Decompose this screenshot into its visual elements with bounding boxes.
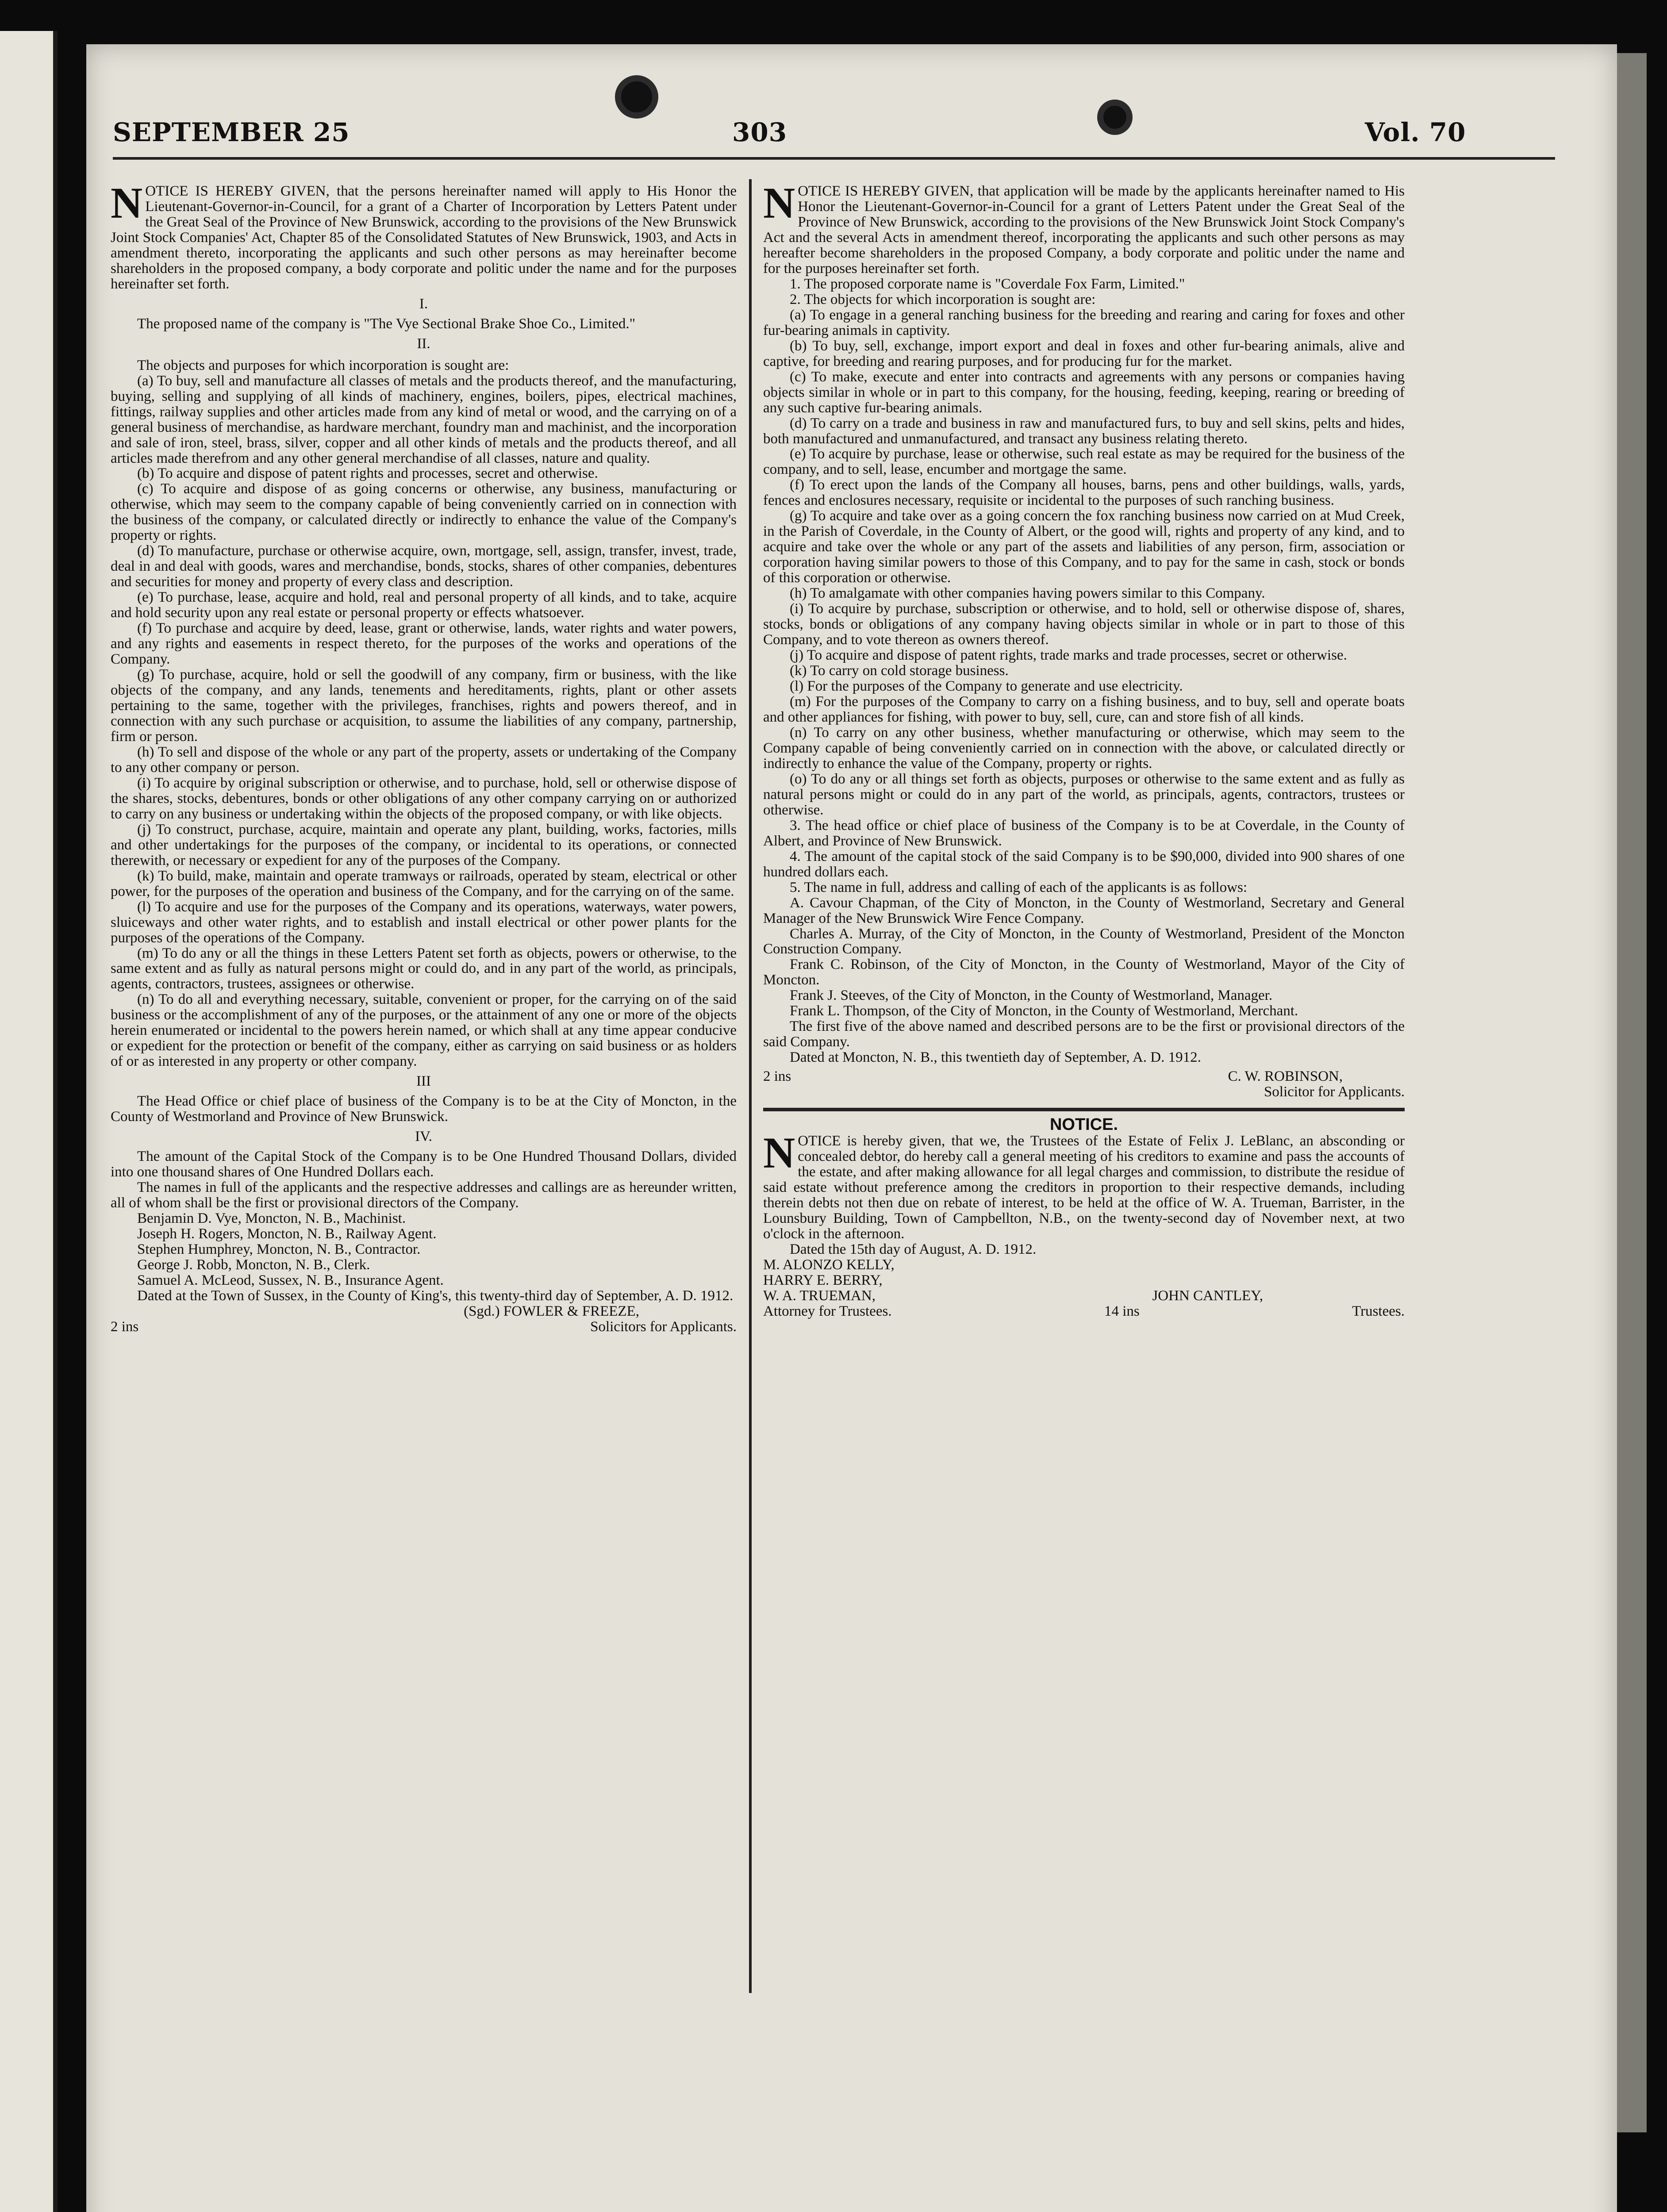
insertion-count: 14 ins bbox=[1104, 1303, 1140, 1320]
section-heading: II. bbox=[417, 335, 430, 352]
applicants-intro: The names in full of the applicants and the respective addresses and callings are as hereunder written, all of whom shall be the first or provisional directors of the Company. bbox=[111, 1179, 737, 1211]
applicant-entry: Frank J. Steeves, of the City of Moncton, in the County of Westmorland, Manager. bbox=[790, 987, 1273, 1004]
notice-heading: NOTICE. bbox=[1049, 1115, 1118, 1134]
header-rule bbox=[113, 157, 1555, 160]
applicant-entry: Benjamin D. Vye, Moncton, N. B., Machinist. bbox=[137, 1210, 406, 1226]
trustee-name: HARRY E. BERRY, bbox=[763, 1272, 883, 1289]
applicant-entry: Stephen Humphrey, Moncton, N. B., Contractor. bbox=[137, 1241, 421, 1257]
object-item: (h) To amalgamate with other companies having powers similar to this Company. bbox=[790, 585, 1265, 602]
object-item: (i) To acquire by original subscription or otherwise, and to purchase, hold, sell or otherwise dispose of the shares, stocks, debentures, bonds or other obligations of any other company carrying on or authorized to carry on any business or undertaking within the objects of the proposed company, or with like objects. bbox=[111, 775, 737, 822]
object-item: (n) To do all and everything necessary, suitable, convenient or proper, for the carrying on of the said business or the accomplishment of any of the purposes, or the attainment of any one or more of the objects herein enumerated or incidental to the powers herein named, or which shall at any time appear conducive or expedient for the protection or benefit of the company, either as carrying on said business or as holders of or as interested in any property or other company. bbox=[111, 991, 737, 1070]
binding-hole bbox=[615, 75, 658, 119]
signature-footer bbox=[111, 1319, 737, 1335]
object-item: (j) To acquire and dispose of patent rights, trade marks and trade processes, secret or otherwise. bbox=[790, 647, 1347, 664]
section-heading: IV. bbox=[415, 1129, 432, 1145]
object-item: (k) To build, make, maintain and operate tramways or railroads, operated by steam, electrical or other power, for the purposes of the operation and business of the Company, and for the carrying on of the same. bbox=[111, 868, 737, 899]
numbered-paragraph: 2. The objects for which incorporation is sought are: bbox=[790, 291, 1096, 307]
binding-hole bbox=[1097, 100, 1133, 135]
trustee-name: M. ALONZO KELLY, bbox=[763, 1257, 895, 1273]
dated-line: Dated at Moncton, N. B., this twentieth day of September, A. D. 1912. bbox=[790, 1049, 1201, 1066]
page-stack-edge bbox=[1616, 53, 1647, 2132]
applicant-entry: Samuel A. McLeod, Sussex, N. B., Insurance Agent. bbox=[137, 1272, 444, 1288]
numbered-paragraph: 3. The head office or chief place of business of the Company is to be at Coverdale, in the County of Albert, and Province of New Brunswick. bbox=[763, 817, 1405, 849]
object-item: (g) To purchase, acquire, hold or sell the goodwill of any company, firm or business, with the like objects of the company, and any lands, tenements and hereditaments, rights, plant or other assets pertaining to the same, together with the privileges, franchises, rights and powers thereof, and in connection with any such purchase or acquisition, to assume the liabilities of any company, partnership, firm or person. bbox=[111, 667, 737, 745]
object-item: (h) To sell and dispose of the whole or any part of the property, assets or undertaking of the Company to any other company or person. bbox=[111, 744, 737, 776]
signature-block bbox=[763, 1069, 1405, 1100]
numbered-paragraph: 4. The amount of the capital stock of the said Company is to be $90,000, divided into 900 shares of one hundred dollars each. bbox=[763, 848, 1405, 880]
trustee-name: JOHN CANTLEY, bbox=[1152, 1288, 1263, 1304]
section-heading: III bbox=[416, 1073, 431, 1090]
object-item: (l) For the purposes of the Company to generate and use electricity. bbox=[790, 678, 1183, 694]
signature-line: (Sgd.) FOWLER & FREEZE, bbox=[464, 1303, 639, 1319]
signature-title: Solicitor for Applicants. bbox=[1264, 1084, 1405, 1100]
attorney-title: Attorney for Trustees. bbox=[763, 1303, 892, 1320]
notice-intro bbox=[763, 178, 1405, 276]
signature-group bbox=[1228, 1069, 1405, 1100]
object-item: (e) To acquire by purchase, lease or otherwise, such real estate as may be required for the business of the company, and to sell, lease, encumber and mortgage the same. bbox=[763, 446, 1405, 478]
trustee-final-line bbox=[763, 1288, 1405, 1304]
object-item: (d) To carry on a trade and business in raw and manufactured furs, to buy and sell skins, pelts and hides, both manufactured and unmanufactured, and transact any business relating thereto. bbox=[763, 415, 1405, 447]
object-item: (k) To carry on cold storage business. bbox=[790, 663, 1009, 679]
notice-intro bbox=[111, 178, 737, 292]
object-item: (g) To acquire and take over as a going concern the fox ranching business now carried on at Mud Creek, in the Parish of Coverdale, in the County of Albert, or the good will, rights and property of any kind, and to acquire and take over the whole or any part of the assets and liabilities of any person, firm, association or corporation having similar powers to those of this Company, and to pay for the same in cash, stock or bonds of this corporation or otherwise. bbox=[763, 508, 1405, 586]
object-item: (b) To acquire and dispose of patent rights and processes, secret and otherwise. bbox=[137, 465, 598, 482]
object-item: (d) To manufacture, purchase or otherwise acquire, own, mortgage, sell, assign, transfer, invest, trade, deal in and deal with goods, wares and merchandise, bonds, stocks, shares of other companies, debentures and securities for money and property of every class and description. bbox=[111, 543, 737, 590]
dated-line: Dated at the Town of Sussex, in the County of King's, this twenty-third day of September, A. D. 1912. bbox=[137, 1287, 734, 1304]
insertion-count: 2 ins bbox=[763, 1068, 791, 1085]
right-column-notice bbox=[763, 178, 1405, 1320]
applicant-entry: Frank C. Robinson, of the City of Moncton, in the County of Westmorland, Mayor of the City of Moncton. bbox=[763, 956, 1405, 988]
applicant-entry: A. Cavour Chapman, of the City of Moncton, in the County of Westmorland, Secretary and General Manager of the New Brunswick Wire Fence Company. bbox=[763, 895, 1405, 926]
object-item: (n) To carry on any other business, whether manufacturing or otherwise, which may seem to the Company capable of being conveniently carried on in connection with the above, or calculated directly or indirectly to enhance the value of the Company, property or rights. bbox=[763, 724, 1405, 772]
object-item: (a) To buy, sell and manufacture all classes of metals and the products thereof, and the manufacturing, buying, selling and supplying of all kinds of machinery, engines, boilers, pipes, electrical machines, fittings, railway supplies and other articles made from any kind of metal or wood, and the carrying on of a general business of merchandise, as hardware merchant, foundry man and machinist, and the incorporation and sale of iron, steel, brass, silver, copper and all other kinds of metals and the products thereof, and all articles made therefrom and any other general merchandise of all classes, nature and quality. bbox=[111, 373, 737, 466]
object-item: (c) To make, execute and enter into contracts and agreements with any persons or companies having objects similar in whole or in part to this company, for the housing, feeding, keeping, rearing or breeding of any such captive fur-bearing animals. bbox=[763, 369, 1405, 416]
object-item: (o) To do any or all things set forth as objects, purposes or otherwise to the same extent and as fully as natural persons might or could do in any part of the world, as principals, agents, contractors, trustees or otherwise. bbox=[763, 771, 1405, 818]
drop-cap: N bbox=[763, 1128, 795, 1178]
trustee-notice-body bbox=[763, 1128, 1405, 1242]
trustee-notice-text: OTICE is hereby given, that we, the Trustees of the Estate of Felix J. LeBlanc, an absconding or concealed debtor, do hereby call a general meeting of his creditors to examine and pass the accounts of the estate, and after making allowance for all legal charges and commission, to distribute the residue of said estate without preference among the creditors in proportion to their respective demands, including therein debts not then due on rebate of interest, to be held at the office of W. A. Trueman, Barrister, in the Lounsbury Building, Town of Campbellton, N.B., on the twenty-second day of November next, at two o'clock in the afternoon. bbox=[763, 1133, 1405, 1242]
left-column-notice bbox=[111, 178, 737, 1335]
trustees-title: Trustees. bbox=[1352, 1303, 1405, 1320]
object-item: (m) To do any or all the things in these Letters Patent set forth as objects, powers or otherwise, to the same extent and as fully as natural persons might or could do, and in any part of the world, as principals, agents, contractors, trustees, assignees or otherwise. bbox=[111, 945, 737, 992]
applicant-entry: Joseph H. Rogers, Moncton, N. B., Railway Agent. bbox=[137, 1225, 437, 1242]
drop-cap: N bbox=[763, 178, 795, 227]
column-rule bbox=[749, 179, 752, 1993]
object-item: (m) For the purposes of the Company to carry on a fishing business, and to buy, sell and operate boats and other appliances for fishing, with power to buy, sell, cure, can and store fish of all kinds. bbox=[763, 693, 1405, 725]
signature-line: C. W. ROBINSON, bbox=[1228, 1068, 1343, 1085]
insertion-count: 2 ins bbox=[111, 1318, 139, 1335]
drop-cap: N bbox=[111, 178, 143, 227]
object-item: (b) To buy, sell, exchange, import export and deal in foxes and other fur-bearing animals, alive and captive, for breeding and rearing purposes, and for producing fur for the market. bbox=[763, 338, 1405, 369]
notice-separator bbox=[763, 1108, 1405, 1111]
numbered-paragraph: 5. The name in full, address and calling of each of the applicants is as follows: bbox=[790, 879, 1248, 895]
object-item: (e) To purchase, lease, acquire and hold, real and personal property of all kinds, and to take, acquire and hold security upon any real estate or personal property or effects whatsoever. bbox=[111, 589, 737, 621]
numbered-paragraph: 1. The proposed corporate name is "Coverdale Fox Farm, Limited." bbox=[790, 276, 1185, 292]
header-volume: Vol. 70 bbox=[1365, 117, 1466, 147]
attorney-name: W. A. TRUEMAN, bbox=[763, 1288, 876, 1304]
adjacent-page-edge bbox=[0, 31, 58, 2212]
directors-paragraph: The first five of the above named and described persons are to be the first or provisional directors of the said Company. bbox=[763, 1018, 1405, 1050]
header-date: SEPTEMBER 25 bbox=[113, 117, 350, 147]
notice-intro-text: OTICE IS HEREBY GIVEN, that the persons hereinafter named will apply to His Honor the Lieutenant-Governor-in-Council, for a grant of a Charter of Incorporation by Letters Patent under the Great Seal of the Province of New Brunswick, according to the provisions of the New Brunswick Joint Stock Companies' Act, Chapter 85 of the Consolidated Statutes of New Brunswick, 1903, and Acts in amendment thereto, incorporating the applicants and such other persons as may hereinafter become shareholders in the proposed company, a body corporate and politic under the name and for the purposes hereinafter set forth. bbox=[111, 183, 737, 292]
objects-intro: The objects and purposes for which incorporation is sought are: bbox=[137, 357, 509, 373]
trustee-footer bbox=[763, 1304, 1405, 1319]
object-item: (a) To engage in a general ranching business for the breeding and rearing and caring for foxes and other fur-bearing animals in captivity. bbox=[763, 307, 1405, 338]
dated-line: Dated the 15th day of August, A. D. 1912. bbox=[790, 1241, 1037, 1258]
object-item: (c) To acquire and dispose of as going concerns or otherwise, any business, manufacturing or otherwise, which may seem to the company capable of being conveniently carried on in connection with the business of the company, or calculated directly or indirectly to enhance the value of the Company's property or rights. bbox=[111, 481, 737, 544]
capital-paragraph: The amount of the Capital Stock of the Company is to be One Hundred Thousand Dollars, divided into one thousand shares of One Hundred Dollars each. bbox=[111, 1148, 737, 1180]
company-name-paragraph: The proposed name of the company is "The Vye Sectional Brake Shoe Co., Limited." bbox=[137, 315, 636, 332]
object-item: (i) To acquire by purchase, subscription or otherwise, and to hold, sell or otherwise dispose of, shares, stocks, bonds or obligations of any company having objects similar in whole or in part to those of this Company, and to vote thereon as owners thereof. bbox=[763, 601, 1405, 648]
head-office-paragraph: The Head Office or chief place of business of the Company is to be at the City of Moncton, in the County of Westmorland and Province of New Brunswick. bbox=[111, 1093, 737, 1125]
applicant-entry: Charles A. Murray, of the City of Moncton, in the County of Westmorland, President of the Moncton Construction Company. bbox=[763, 926, 1405, 957]
section-heading: I. bbox=[419, 296, 428, 312]
signature-title: Solicitors for Applicants. bbox=[590, 1318, 737, 1335]
applicant-entry: George J. Robb, Moncton, N. B., Clerk. bbox=[137, 1256, 370, 1273]
object-item: (l) To acquire and use for the purposes of the Company and its operations, waterways, water powers, sluiceways and other water rights, and to establish and install electrical or other power plants for the purposes of the operations of the Company. bbox=[111, 899, 737, 946]
notice-intro-text: OTICE IS HEREBY GIVEN, that application will be made by the applicants hereinafter named to His Honor the Lieutenant-Governor-in-Council for a grant of Letters Patent under the Great Seal of the Province of New Brunswick, according to the provisions of the New Brunswick Joint Stock Company's Act and the several Acts in amendment thereof, incorporating the applicants and such other persons as may hereafter become shareholders in the proposed Company, a body corporate and politic under the name and for the purposes hereinafter set forth. bbox=[763, 183, 1405, 276]
object-item: (j) To construct, purchase, acquire, maintain and operate any plant, building, works, factories, mills and other undertakings for the purposes of the company, or incidental to its operations, or connected therewith, or necessary or expedient for any of the purposes of the Company. bbox=[111, 821, 737, 868]
object-item: (f) To erect upon the lands of the Company all houses, barns, pens and other buildings, walls, yards, fences and enclosures necessary, requisite or incidental to the purposes of such ranching business. bbox=[763, 477, 1405, 509]
object-item: (f) To purchase and acquire by deed, lease, grant or otherwise, lands, water rights and water powers, and any rights and easements in respect thereto, for the purposes of the works and operations of the Company. bbox=[111, 620, 737, 668]
applicant-entry: Frank L. Thompson, of the City of Moncton, in the County of Westmorland, Merchant. bbox=[790, 1003, 1298, 1019]
header-page-number: 303 bbox=[732, 117, 787, 147]
